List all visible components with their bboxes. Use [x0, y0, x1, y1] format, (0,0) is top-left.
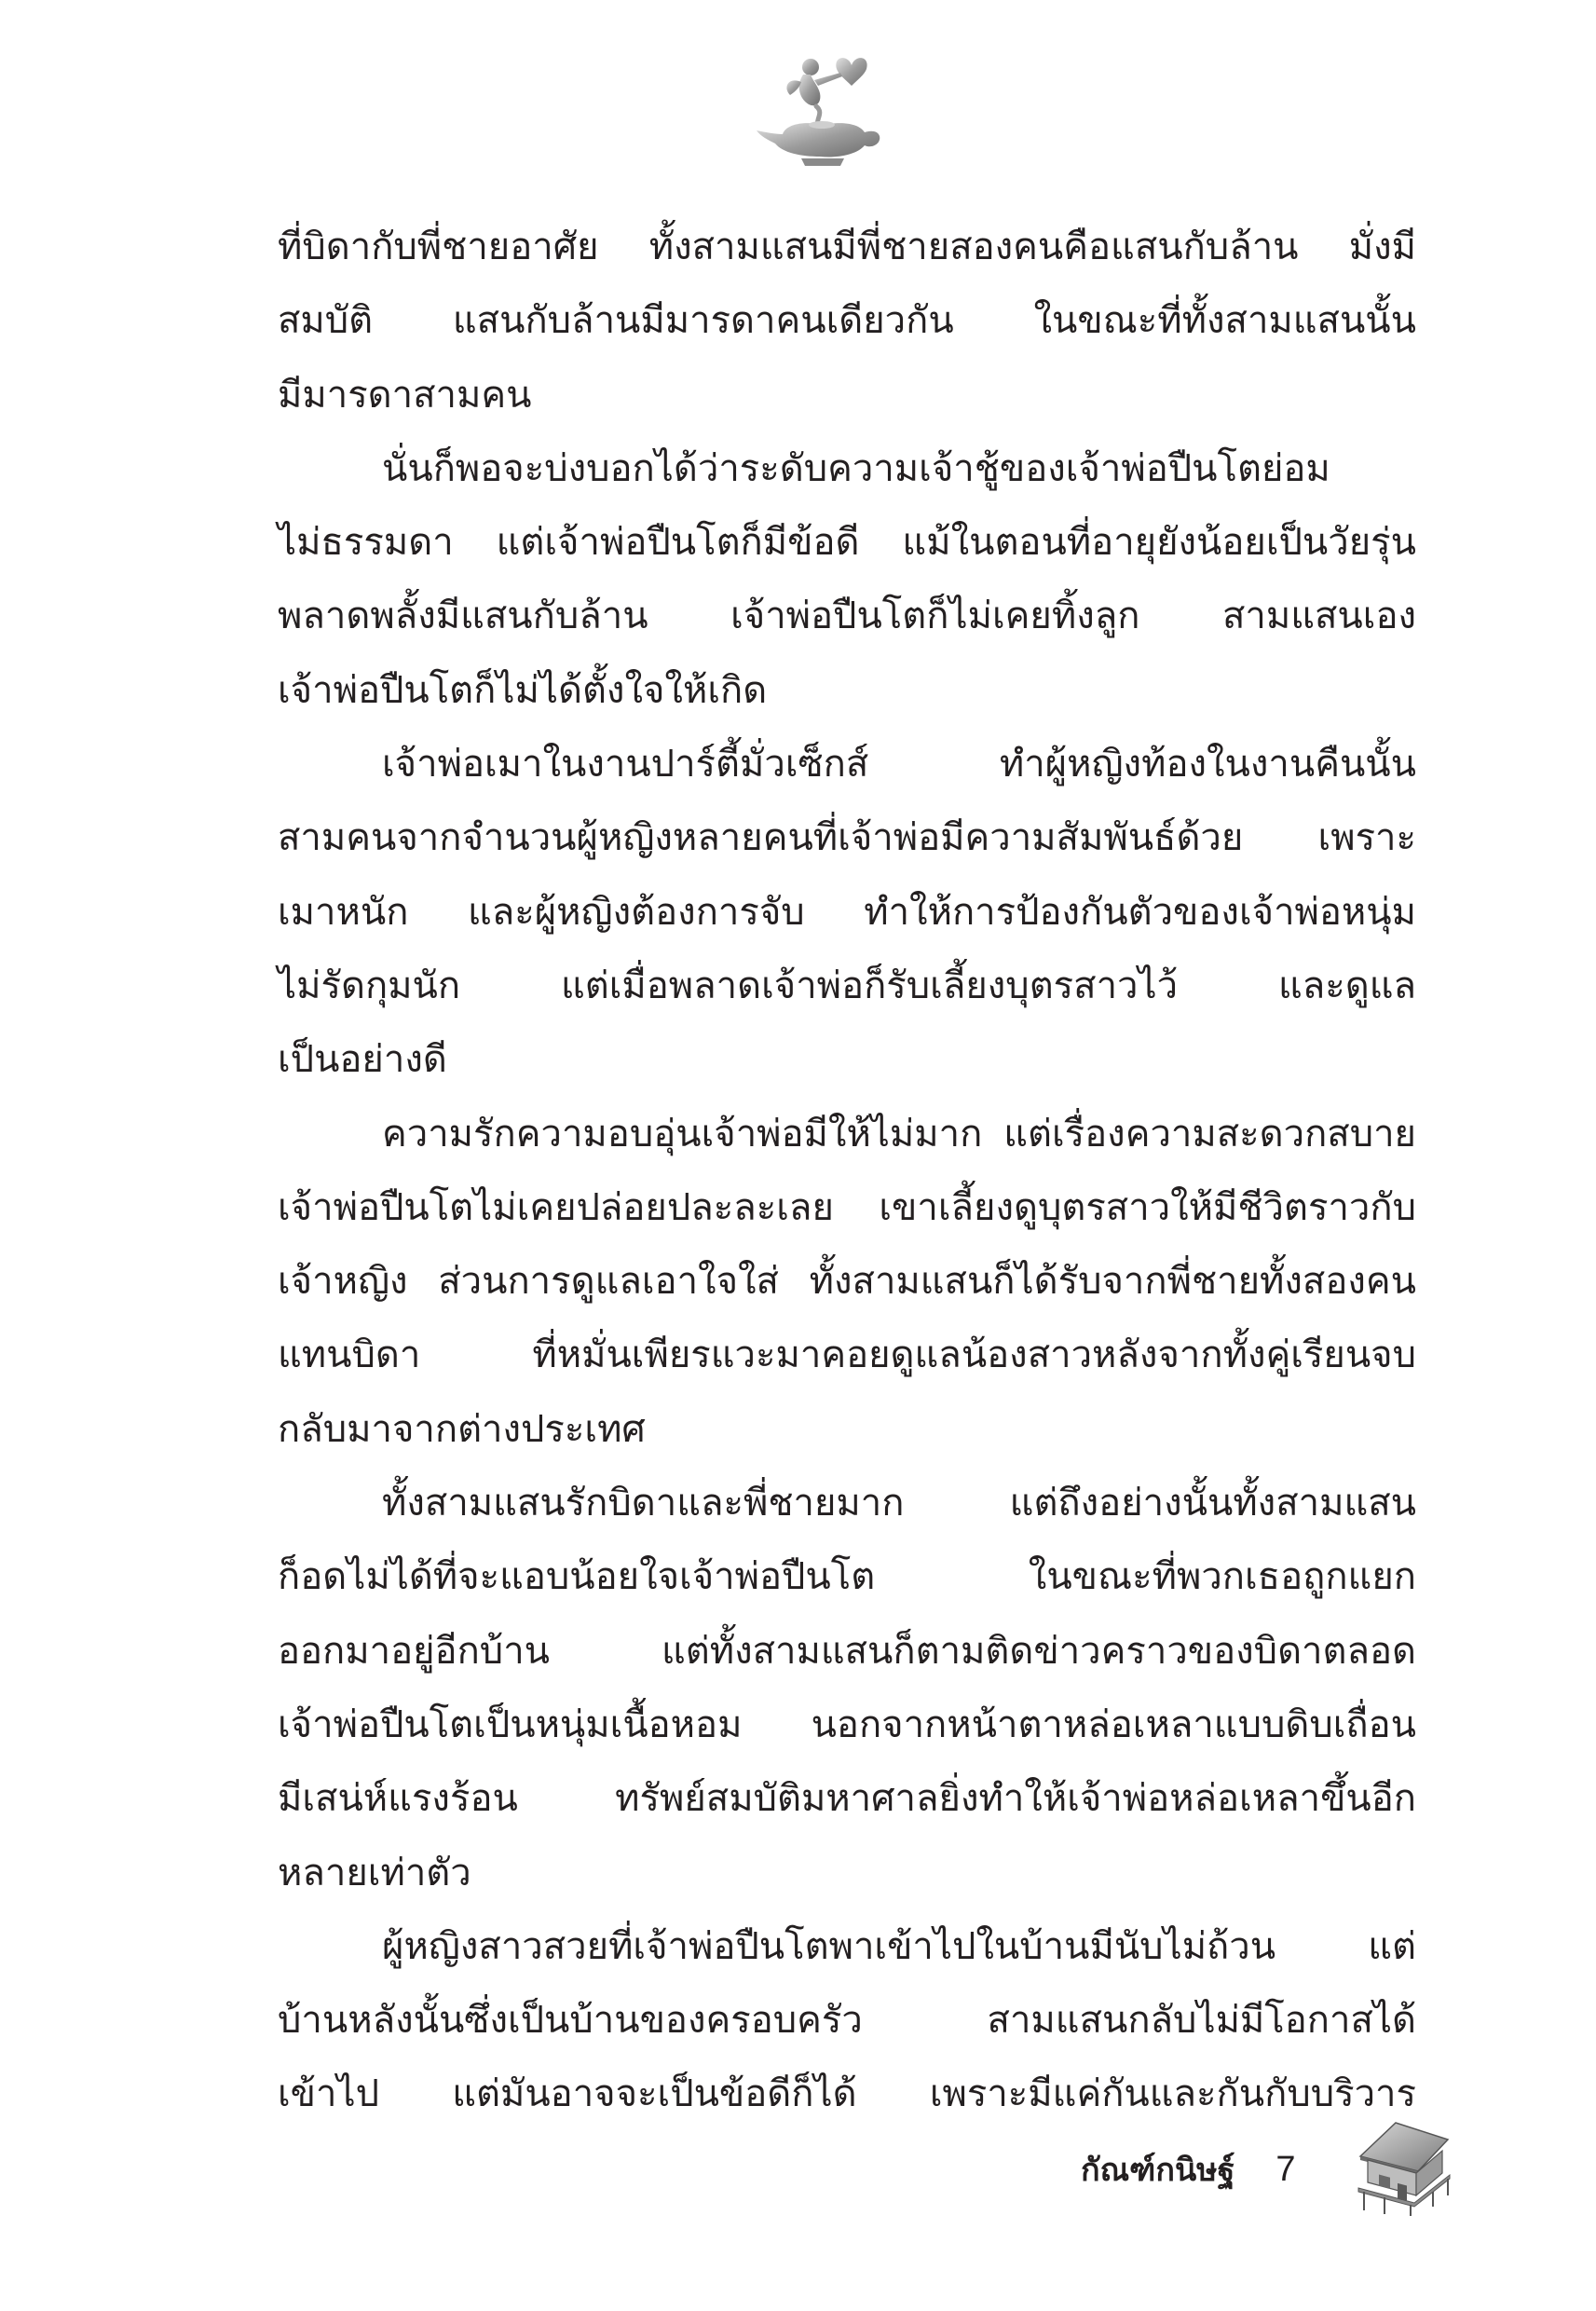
text-line: ไม่รัดกุมนัก แต่เมื่อพลาดเจ้าพ่อก็รับเลี้ยงบุตรสาวไว้ และดูแล — [278, 964, 1416, 1007]
paragraph — [278, 432, 1416, 728]
page-footer — [1081, 2141, 1296, 2197]
text-line: หลายเท่าตัว — [278, 1851, 471, 1894]
text-line: ที่บิดากับพี่ชายอาศัย ทั้งสามแสนมีพี่ชายสองคนคือแสนกับล้าน มั่งมี — [278, 226, 1416, 268]
page-number: 7 — [1275, 2149, 1296, 2189]
text-line: พลาดพลั้งมีแสนกับล้าน เจ้าพ่อปืนโตก็ไม่เคยทิ้งลูก สามแสนเอง — [278, 595, 1416, 638]
text-line: มีเสน่ห์แรงร้อน ทรัพย์สมบัติมหาศาลยิ่งทำให้เจ้าพ่อหล่อเหลาขึ้นอีก — [278, 1777, 1416, 1821]
text-line: เข้าไป แต่มันอาจจะเป็นข้อดีก็ได้ เพราะมีแค่กันและกันกับบริวาร — [278, 2072, 1416, 2116]
paragraph — [278, 728, 1416, 1097]
text-line: ผู้หญิงสาวสวยที่เจ้าพ่อปืนโตพาเข้าไปในบ้านมีนับไม่ถ้วน แต่ — [382, 1924, 1416, 1968]
text-line: ทั้งสามแสนรักบิดาและพี่ชายมาก แต่ถึงอย่างนั้นทั้งสามแสน — [382, 1482, 1416, 1525]
lamp-ornament-icon — [755, 45, 894, 175]
text-line: ไม่ธรรมดา แต่เจ้าพ่อปืนโตก็มีข้อดี แม้ในตอนที่อายุยังน้อยเป็นวัยรุ่น — [278, 521, 1416, 565]
house-icon — [1353, 2113, 1455, 2216]
text-line: บ้านหลังนั้นซึ่งเป็นบ้านของครอบครัว สามแสนกลับไม่มีโอกาสได้ — [278, 1999, 1416, 2043]
text-line: เจ้าพ่อปืนโตก็ไม่ได้ตั้งใจให้เกิด — [278, 668, 768, 712]
paragraph — [278, 1910, 1416, 2132]
text-line: เจ้าหญิง ส่วนการดูแลเอาใจใส่ ทั้งสามแสนก็ได้รับจากพี่ชายทั้งสองคน — [278, 1260, 1416, 1304]
text-line: สามคนจากจำนวนผู้หญิงหลายคนที่เจ้าพ่อมีความสัมพันธ์ด้วย เพราะ — [278, 816, 1416, 860]
text-line: ออกมาอยู่อีกบ้าน แต่ทั้งสามแสนก็ตามติดข่าวคราวของบิดาตลอด — [278, 1629, 1416, 1673]
text-line: เป็นอย่างดี — [278, 1038, 447, 1082]
text-line: แทนบิดา ที่หมั่นเพียรแวะมาคอยดูแลน้องสาวหลังจากทั้งคู่เรียนจบ — [278, 1333, 1416, 1377]
paragraph — [278, 1467, 1416, 1910]
book-title: กัณฑ์กนิษฐ์ — [1081, 2152, 1235, 2189]
chapter-body-text — [278, 211, 1416, 2132]
text-line: มีมารดาสามคน — [278, 373, 532, 417]
text-line: เจ้าพ่อเมาในงานปาร์ตี้มั่วเซ็กส์ ทำผู้หญิงท้องในงานคืนนั้น — [382, 743, 1416, 786]
text-line: สมบัติ แสนกับล้านมีมารดาคนเดียวกัน ในขณะที่ทั้งสามแสนนั้น — [278, 299, 1416, 343]
paragraph — [278, 211, 1416, 432]
text-line: กลับมาจากต่างประเทศ — [278, 1407, 646, 1451]
text-line: เจ้าพ่อปืนโตเป็นหนุ่มเนื้อหอม นอกจากหน้าตาหล่อเหลาแบบดิบเถื่อน — [278, 1702, 1416, 1746]
text-line: นั่นก็พอจะบ่งบอกได้ว่าระดับความเจ้าชู้ของเจ้าพ่อปืนโตย่อม — [382, 446, 1330, 490]
text-line: เมาหนัก และผู้หญิงต้องการจับ ทำให้การป้องกันตัวของเจ้าพ่อหนุ่ม — [278, 890, 1416, 934]
text-line: เจ้าพ่อปืนโตไม่เคยปล่อยปละละเลย เขาเลี้ยงดูบุตรสาวให้มีชีวิตราวกับ — [278, 1185, 1416, 1229]
text-line: ก็อดไม่ได้ที่จะแอบน้อยใจเจ้าพ่อปืนโต ในขณะที่พวกเธอถูกแยก — [278, 1555, 1416, 1599]
paragraph — [278, 1098, 1416, 1467]
text-line: ความรักความอบอุ่นเจ้าพ่อมีให้ไม่มาก แต่เรื่องความสะดวกสบาย — [382, 1112, 1416, 1156]
